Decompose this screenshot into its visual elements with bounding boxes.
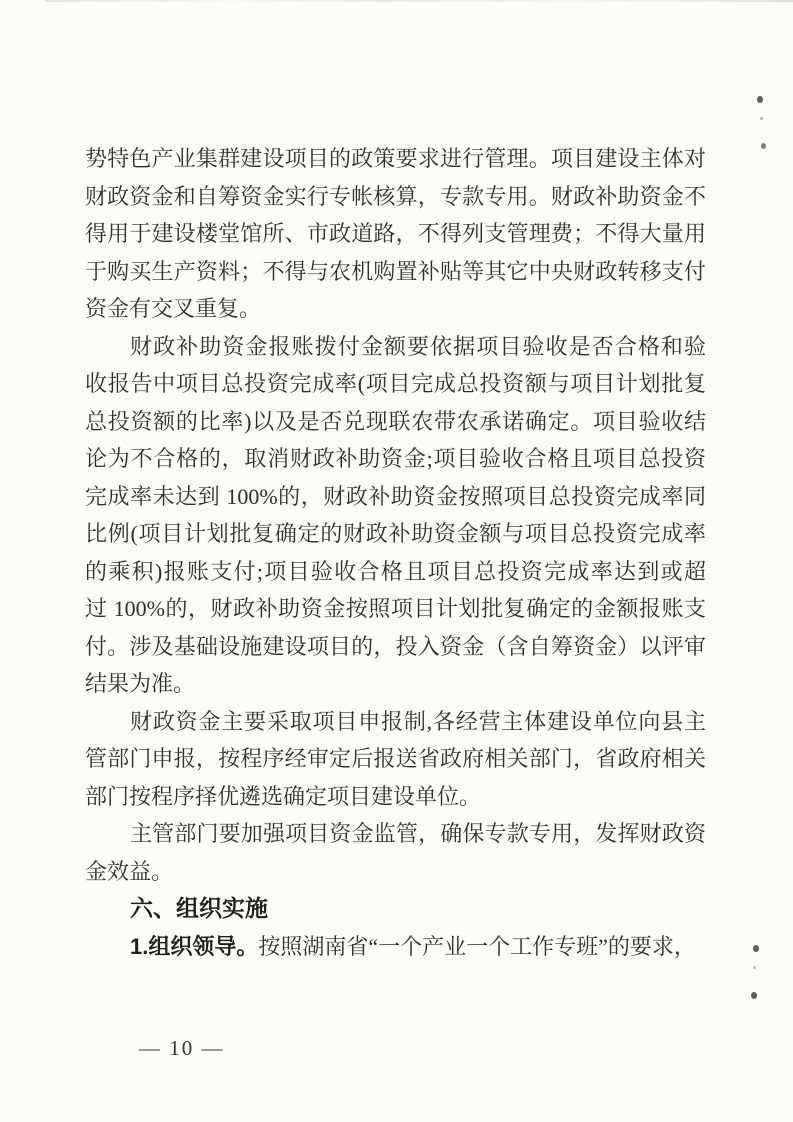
body-text-line: 得用于建设楼堂馆所、市政道路，不得列支管理费；不得大量用 [85,221,706,246]
scan-artifact-dot [761,143,766,149]
numbered-item-text: 按照湖南省“一个产业一个工作专班”的要求， [258,933,696,959]
scan-artifact-dot [753,966,756,969]
body-text-line: 的乘积)报账支付;项目验收合格且项目总投资完成率达到或超 [85,558,706,584]
section-heading: 六、组织实施 [130,895,268,921]
body-text-line: 收报告中项目总投资完成率(项目完成总投资额与项目计划批复 [85,371,706,396]
body-text-line: 比例(项目计划批复确定的财政补助资金额与项目总投资完成率 [85,521,706,546]
body-text-line: 付。涉及基础设施建设项目的，投入资金（含自筹资金）以评审 [85,633,706,659]
scan-artifact-dot [760,117,763,120]
scan-artifact-dot [753,945,759,952]
body-text-line: 过 100%的，财政补助资金按照项目计划批复确定的金额报账支 [85,596,706,621]
numbered-item-lead: 1.组织领导。 [130,933,259,959]
body-text-line: 论为不合格的，取消财政补助资金;项目验收合格且项目总投资 [85,446,706,471]
body-text-line: 金效益。 [85,858,174,884]
body-text-line: 总投资额的比率)以及是否兑现联农带农承诺确定。项目验收结 [85,408,706,434]
body-text-line: 完成率未达到 100%的，财政补助资金按照项目总投资完成率同 [85,483,706,509]
body-text-line: 主管部门要加强项目资金监管，确保专款专用，发挥财政资 [130,821,706,846]
body-text-line: 势特色产业集群建设项目的政策要求进行管理。项目建设主体对 [85,146,706,171]
body-text-line: 财政补助资金报账拨付金额要依据项目验收是否合格和验 [130,333,706,359]
body-text-line: 财政资金和自筹资金实行专帐核算，专款专用。财政补助资金不 [85,183,706,209]
numbered-item-line [85,928,706,966]
scan-edge-artifact [45,0,793,2]
body-text-line: 资金有交叉重复。 [85,296,262,321]
page-number: — 10 — [139,1036,225,1060]
body-text-line: 于购买生产资料；不得与农机购置补贴等其它中央财政转移支付 [85,258,706,284]
scan-artifact-dot [751,992,757,999]
document-body [85,140,706,965]
body-text-line: 部门按程序择优遴选确定项目建设单位。 [85,783,482,809]
body-text-line: 管部门申报，按程序经审定后报送省政府相关部门，省政府相关 [85,746,706,771]
body-text-line: 结果为准。 [85,671,196,696]
body-text-line: 财政资金主要采取项目申报制,各经营主体建设单位向县主 [130,708,706,734]
scan-artifact-dot [757,96,763,103]
